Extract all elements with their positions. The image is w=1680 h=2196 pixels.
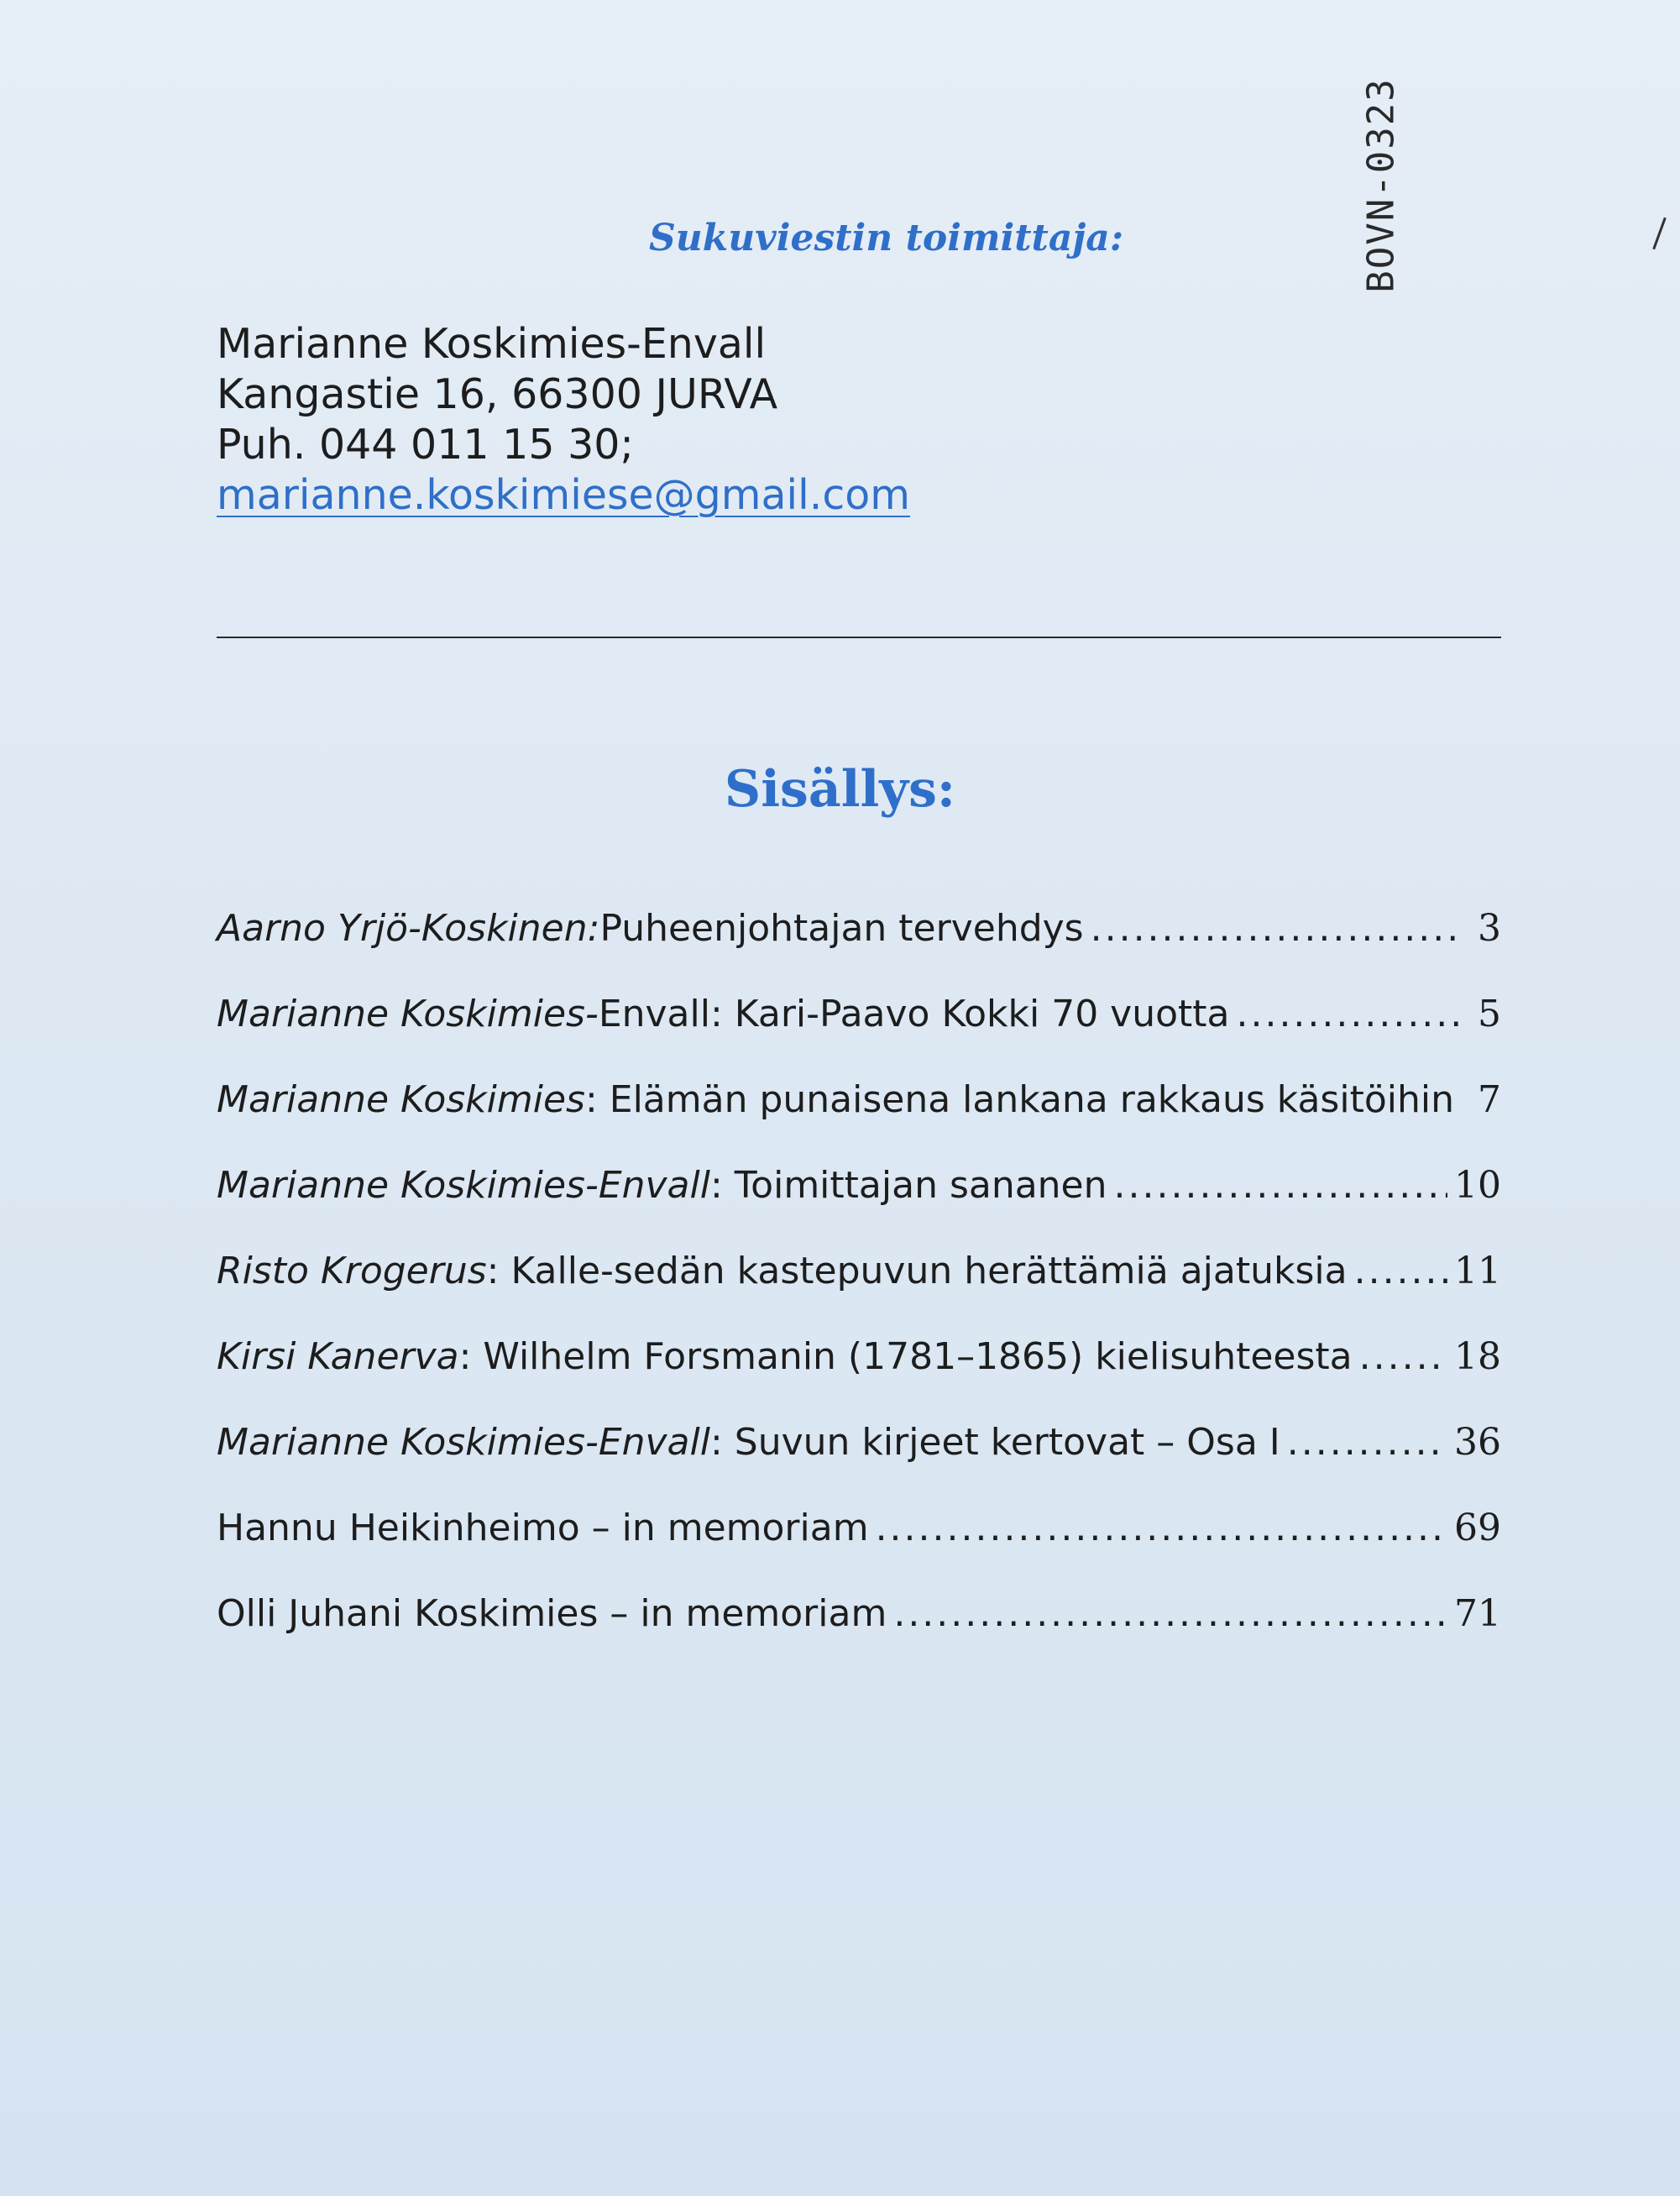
toc-entry-title: : Toimittajan sananen: [709, 1164, 1107, 1207]
toc-leader-dots: [1091, 907, 1461, 950]
toc-entry-author: Marianne Koskimies-Envall: [217, 1164, 710, 1207]
toc-entry: [217, 1164, 1501, 1250]
toc-entry-page: 36: [1454, 1421, 1501, 1464]
toc-entry-page: 3: [1478, 907, 1501, 950]
toc-entry-author: Marianne Koskimies-: [217, 993, 599, 1035]
editor-name: Marianne Koskimies-Envall: [217, 320, 767, 368]
toc-entry-page: 18: [1454, 1335, 1501, 1378]
toc-entry-author: Kirsi Kanerva: [217, 1335, 459, 1378]
toc-entry: [217, 907, 1501, 993]
toc-leader-dots: [876, 1507, 1447, 1549]
toc-entry-page: 5: [1478, 993, 1501, 1035]
toc-entry-author: Aarno Yrjö-Koskinen:: [217, 907, 600, 950]
toc-entry: [217, 1507, 1501, 1592]
table-of-contents: [217, 907, 1501, 1678]
toc-entry-title: Olli Juhani Koskimies – in memoriam: [217, 1592, 887, 1635]
toc-entry-page: 71: [1454, 1592, 1501, 1635]
toc-leader-dots: [1287, 1421, 1447, 1464]
toc-entry-page: 7: [1478, 1078, 1501, 1121]
toc-entry-author: Risto Krogerus: [217, 1250, 487, 1292]
toc-entry-title: : Kalle-sedän kastepuvun herättämiä ajatuksia: [486, 1250, 1348, 1292]
editor-contact: [217, 319, 927, 521]
toc-leader-dots: [893, 1592, 1447, 1635]
toc-entry-title: : Wilhelm Forsmanin (1781–1865) kielisuhteesta: [458, 1335, 1353, 1378]
toc-entry-page: 10: [1454, 1164, 1501, 1207]
toc-leader-dots: [1359, 1335, 1447, 1378]
archive-stamp-text: BOVN-0323: [1359, 76, 1403, 293]
divider: [217, 637, 1501, 638]
toc-entry-title: Hannu Heikinheimo – in memoriam: [217, 1507, 869, 1549]
toc-entry: [217, 1078, 1501, 1164]
toc-entry-title: : Elämän punaisena lankana rakkaus käsitöihin: [584, 1078, 1454, 1121]
editor-address: Kangastie 16, 66300 JURVA: [217, 370, 778, 418]
toc-entry-title: Puheenjohtajan tervehdys: [599, 907, 1084, 950]
editor-heading: Sukuviestin toimittaja:: [648, 217, 1124, 259]
toc-entry-title: : Suvun kirjeet kertovat – Osa I: [709, 1421, 1280, 1464]
toc-entry-title: Envall: Kari-Paavo Kokki 70 vuotta: [598, 993, 1230, 1035]
editor-email-link[interactable]: marianne.koskimiese@gmail.com: [217, 471, 910, 519]
editor-phone: Puh. 044 011 15 30;: [217, 421, 634, 469]
toc-leader-dots: [1354, 1250, 1447, 1292]
toc-entry-author: Marianne Koskimies-Envall: [217, 1421, 710, 1464]
archive-stamp: [1356, 63, 1406, 307]
toc-leader-dots: [1114, 1164, 1447, 1207]
toc-entry: [217, 1421, 1501, 1507]
toc-entry-page: 11: [1454, 1250, 1501, 1292]
toc-entry: [217, 1335, 1501, 1421]
toc-leader-dots: [1236, 993, 1461, 1035]
toc-heading: Sisällys:: [724, 760, 956, 819]
toc-entry-author: Marianne Koskimies: [217, 1078, 585, 1121]
toc-entry: [217, 993, 1501, 1078]
toc-entry: [217, 1592, 1501, 1678]
toc-entry: [217, 1250, 1501, 1335]
toc-entry-page: 69: [1454, 1507, 1501, 1549]
